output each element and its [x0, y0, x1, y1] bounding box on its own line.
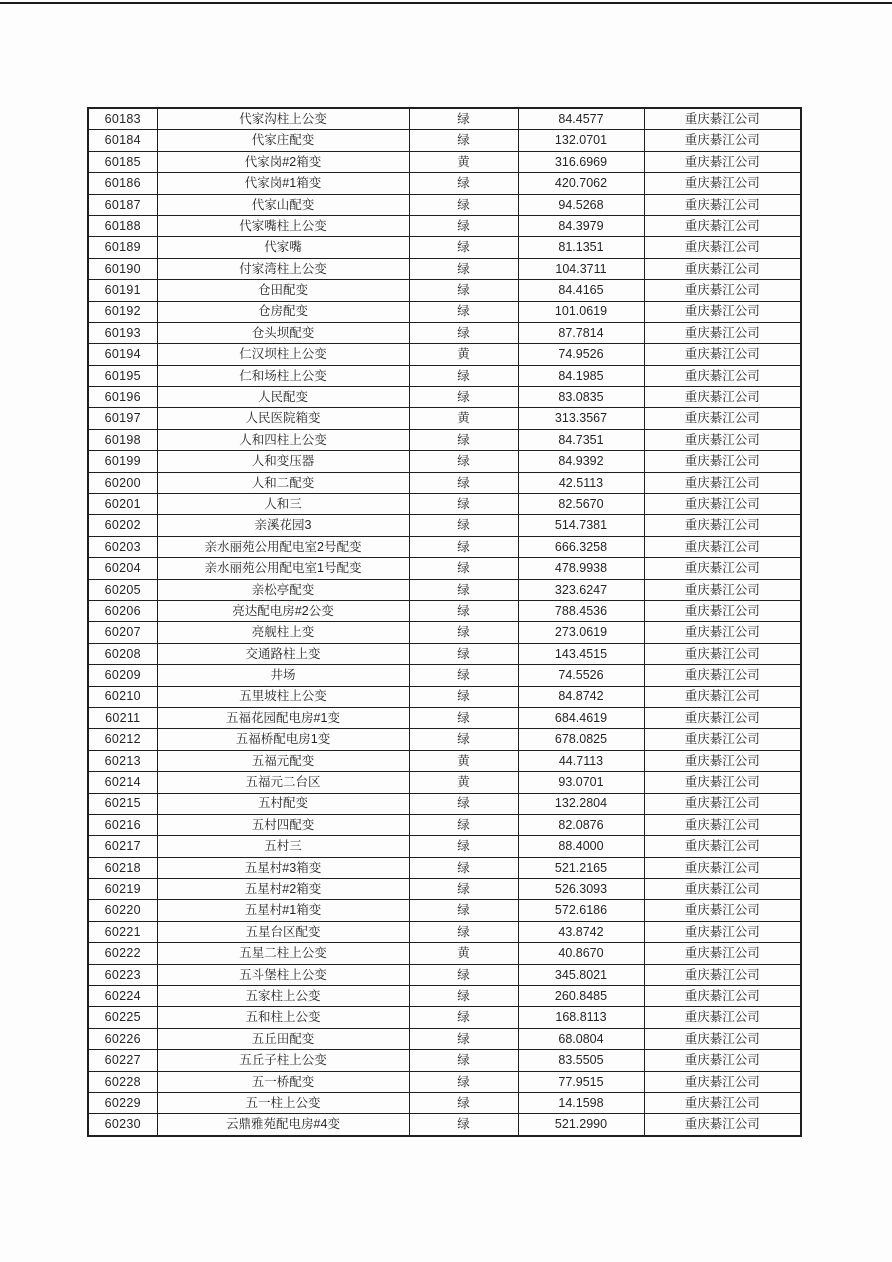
cell-station-name: 交通路柱上变: [157, 643, 409, 664]
cell-station-id: 60215: [88, 793, 157, 814]
cell-company: 重庆綦江公司: [644, 344, 801, 365]
cell-status: 绿: [409, 665, 518, 686]
cell-station-id: 60199: [88, 451, 157, 472]
cell-value: 42.5113: [518, 472, 644, 493]
table-row: [88, 943, 801, 964]
cell-station-name: 人民医院箱变: [157, 408, 409, 429]
cell-value: 93.0701: [518, 772, 644, 793]
cell-status: 绿: [409, 857, 518, 878]
cell-company: 重庆綦江公司: [644, 729, 801, 750]
cell-status: 绿: [409, 879, 518, 900]
cell-company: 重庆綦江公司: [644, 494, 801, 515]
cell-station-name: 代家嘴柱上公变: [157, 215, 409, 236]
table-row: [88, 921, 801, 942]
cell-value: 323.6247: [518, 579, 644, 600]
table-row: [88, 280, 801, 301]
cell-status: 绿: [409, 729, 518, 750]
cell-station-id: 60206: [88, 600, 157, 621]
cell-value: 94.5268: [518, 194, 644, 215]
cell-value: 526.3093: [518, 879, 644, 900]
cell-value: 84.1985: [518, 365, 644, 386]
cell-station-name: 五星村#1箱变: [157, 900, 409, 921]
cell-company: 重庆綦江公司: [644, 772, 801, 793]
cell-value: 82.0876: [518, 814, 644, 835]
cell-company: 重庆綦江公司: [644, 857, 801, 878]
cell-company: 重庆綦江公司: [644, 622, 801, 643]
cell-station-name: 亲松亭配变: [157, 579, 409, 600]
cell-status: 绿: [409, 1028, 518, 1049]
cell-value: 104.3711: [518, 258, 644, 279]
cell-value: 345.8021: [518, 964, 644, 985]
cell-value: 666.3258: [518, 536, 644, 557]
cell-station-name: 五福元配变: [157, 750, 409, 771]
cell-company: 重庆綦江公司: [644, 579, 801, 600]
cell-value: 132.0701: [518, 130, 644, 151]
cell-company: 重庆綦江公司: [644, 173, 801, 194]
table-row: [88, 579, 801, 600]
cell-station-name: 仓房配变: [157, 301, 409, 322]
cell-station-id: 60204: [88, 558, 157, 579]
cell-station-id: 60226: [88, 1028, 157, 1049]
cell-station-name: 人和四柱上公变: [157, 429, 409, 450]
cell-station-id: 60224: [88, 986, 157, 1007]
table-row: [88, 258, 801, 279]
cell-status: 黄: [409, 750, 518, 771]
cell-company: 重庆綦江公司: [644, 515, 801, 536]
cell-station-name: 仁汉坝柱上公变: [157, 344, 409, 365]
cell-company: 重庆綦江公司: [644, 879, 801, 900]
cell-station-name: 仁和场柱上公变: [157, 365, 409, 386]
table-row: [88, 622, 801, 643]
cell-value: 74.5526: [518, 665, 644, 686]
cell-company: 重庆綦江公司: [644, 1071, 801, 1092]
cell-station-name: 五里坡柱上公变: [157, 686, 409, 707]
cell-station-name: 亲水丽苑公用配电室1号配变: [157, 558, 409, 579]
cell-station-name: 五福花园配电房#1变: [157, 707, 409, 728]
cell-station-id: 60200: [88, 472, 157, 493]
cell-company: 重庆綦江公司: [644, 986, 801, 1007]
cell-station-name: 代家岗#2箱变: [157, 151, 409, 172]
cell-company: 重庆綦江公司: [644, 408, 801, 429]
cell-value: 313.3567: [518, 408, 644, 429]
cell-status: 绿: [409, 472, 518, 493]
cell-station-name: 井场: [157, 665, 409, 686]
cell-station-name: 五福元二台区: [157, 772, 409, 793]
table-row: [88, 1007, 801, 1028]
cell-company: 重庆綦江公司: [644, 750, 801, 771]
cell-station-id: 60221: [88, 921, 157, 942]
cell-station-id: 60184: [88, 130, 157, 151]
cell-station-id: 60222: [88, 943, 157, 964]
cell-status: 绿: [409, 579, 518, 600]
cell-status: 绿: [409, 322, 518, 343]
cell-company: 重庆綦江公司: [644, 900, 801, 921]
cell-status: 绿: [409, 558, 518, 579]
table-row: [88, 194, 801, 215]
cell-station-name: 仓头坝配变: [157, 322, 409, 343]
page-top-edge-line: [0, 2, 892, 4]
cell-status: 绿: [409, 686, 518, 707]
table-body: [88, 108, 801, 1136]
cell-status: 绿: [409, 814, 518, 835]
cell-company: 重庆綦江公司: [644, 151, 801, 172]
cell-station-name: 代家山配变: [157, 194, 409, 215]
cell-status: 绿: [409, 1007, 518, 1028]
cell-station-id: 60194: [88, 344, 157, 365]
cell-company: 重庆綦江公司: [644, 793, 801, 814]
cell-station-name: 人和变压器: [157, 451, 409, 472]
table-row: [88, 558, 801, 579]
cell-station-name: 五村四配变: [157, 814, 409, 835]
cell-company: 重庆綦江公司: [644, 1092, 801, 1113]
cell-station-name: 五村配变: [157, 793, 409, 814]
cell-station-name: 五星二柱上公变: [157, 943, 409, 964]
cell-company: 重庆綦江公司: [644, 558, 801, 579]
cell-status: 绿: [409, 986, 518, 1007]
cell-company: 重庆綦江公司: [644, 964, 801, 985]
cell-status: 绿: [409, 643, 518, 664]
table-row: [88, 451, 801, 472]
cell-status: 绿: [409, 215, 518, 236]
cell-value: 84.8742: [518, 686, 644, 707]
cell-value: 521.2990: [518, 1114, 644, 1136]
cell-station-id: 60201: [88, 494, 157, 515]
cell-company: 重庆綦江公司: [644, 1007, 801, 1028]
cell-company: 重庆綦江公司: [644, 943, 801, 964]
cell-company: 重庆綦江公司: [644, 686, 801, 707]
table-row: [88, 793, 801, 814]
cell-status: 绿: [409, 365, 518, 386]
cell-station-id: 60187: [88, 194, 157, 215]
cell-value: 684.4619: [518, 707, 644, 728]
cell-value: 678.0825: [518, 729, 644, 750]
cell-station-id: 60189: [88, 237, 157, 258]
cell-value: 260.8485: [518, 986, 644, 1007]
cell-station-id: 60229: [88, 1092, 157, 1113]
cell-value: 77.9515: [518, 1071, 644, 1092]
cell-company: 重庆綦江公司: [644, 536, 801, 557]
cell-status: 绿: [409, 387, 518, 408]
cell-station-id: 60186: [88, 173, 157, 194]
table-row: [88, 643, 801, 664]
cell-value: 316.6969: [518, 151, 644, 172]
cell-station-id: 60193: [88, 322, 157, 343]
cell-station-id: 60211: [88, 707, 157, 728]
cell-value: 83.5505: [518, 1050, 644, 1071]
table-row: [88, 237, 801, 258]
table-row: [88, 536, 801, 557]
cell-value: 81.1351: [518, 237, 644, 258]
cell-station-id: 60208: [88, 643, 157, 664]
cell-company: 重庆綦江公司: [644, 1050, 801, 1071]
cell-value: 44.7113: [518, 750, 644, 771]
cell-station-name: 付家湾柱上公变: [157, 258, 409, 279]
cell-company: 重庆綦江公司: [644, 665, 801, 686]
cell-company: 重庆綦江公司: [644, 301, 801, 322]
cell-station-name: 五家柱上公变: [157, 986, 409, 1007]
table-row: [88, 1114, 801, 1136]
cell-company: 重庆綦江公司: [644, 451, 801, 472]
cell-status: 绿: [409, 194, 518, 215]
cell-company: 重庆綦江公司: [644, 600, 801, 621]
table-row: [88, 1071, 801, 1092]
cell-company: 重庆綦江公司: [644, 194, 801, 215]
cell-status: 绿: [409, 258, 518, 279]
cell-value: 40.8670: [518, 943, 644, 964]
table-row: [88, 1028, 801, 1049]
cell-station-name: 五福桥配电房1变: [157, 729, 409, 750]
cell-station-id: 60216: [88, 814, 157, 835]
table-row: [88, 130, 801, 151]
cell-station-id: 60183: [88, 108, 157, 130]
cell-value: 168.8113: [518, 1007, 644, 1028]
cell-value: 14.1598: [518, 1092, 644, 1113]
cell-station-id: 60210: [88, 686, 157, 707]
cell-station-id: 60191: [88, 280, 157, 301]
table-row: [88, 986, 801, 1007]
table-row: [88, 879, 801, 900]
cell-station-id: 60218: [88, 857, 157, 878]
cell-status: 绿: [409, 622, 518, 643]
cell-status: 绿: [409, 429, 518, 450]
cell-status: 绿: [409, 921, 518, 942]
cell-station-id: 60220: [88, 900, 157, 921]
cell-status: 绿: [409, 173, 518, 194]
table-row: [88, 429, 801, 450]
cell-status: 绿: [409, 600, 518, 621]
cell-company: 重庆綦江公司: [644, 643, 801, 664]
cell-value: 84.3979: [518, 215, 644, 236]
cell-value: 74.9526: [518, 344, 644, 365]
cell-value: 43.8742: [518, 921, 644, 942]
cell-value: 83.0835: [518, 387, 644, 408]
cell-station-id: 60196: [88, 387, 157, 408]
cell-company: 重庆綦江公司: [644, 387, 801, 408]
cell-status: 黄: [409, 344, 518, 365]
cell-station-id: 60209: [88, 665, 157, 686]
cell-company: 重庆綦江公司: [644, 814, 801, 835]
table-row: [88, 108, 801, 130]
table-row: [88, 665, 801, 686]
table-row: [88, 964, 801, 985]
cell-company: 重庆綦江公司: [644, 322, 801, 343]
cell-company: 重庆綦江公司: [644, 707, 801, 728]
cell-value: 514.7381: [518, 515, 644, 536]
cell-station-name: 云鼎雅苑配电房#4变: [157, 1114, 409, 1136]
cell-station-name: 人和三: [157, 494, 409, 515]
cell-station-id: 60227: [88, 1050, 157, 1071]
transformer-station-table: [87, 107, 802, 1137]
cell-company: 重庆綦江公司: [644, 921, 801, 942]
cell-station-id: 60207: [88, 622, 157, 643]
table-row: [88, 729, 801, 750]
cell-station-id: 60217: [88, 836, 157, 857]
cell-station-name: 代家嘴: [157, 237, 409, 258]
cell-station-name: 五丘子柱上公变: [157, 1050, 409, 1071]
cell-status: 绿: [409, 494, 518, 515]
cell-status: 绿: [409, 108, 518, 130]
cell-station-name: 人民配变: [157, 387, 409, 408]
cell-station-id: 60205: [88, 579, 157, 600]
table-row: [88, 472, 801, 493]
cell-station-id: 60188: [88, 215, 157, 236]
table-row: [88, 322, 801, 343]
cell-value: 84.4165: [518, 280, 644, 301]
cell-status: 绿: [409, 1071, 518, 1092]
cell-company: 重庆綦江公司: [644, 472, 801, 493]
table-row: [88, 814, 801, 835]
table-row: [88, 494, 801, 515]
table-row: [88, 408, 801, 429]
table-row: [88, 344, 801, 365]
cell-station-id: 60202: [88, 515, 157, 536]
cell-station-id: 60225: [88, 1007, 157, 1028]
cell-status: 黄: [409, 943, 518, 964]
cell-value: 132.2804: [518, 793, 644, 814]
cell-station-name: 五一柱上公变: [157, 1092, 409, 1113]
table-row: [88, 600, 801, 621]
cell-status: 绿: [409, 280, 518, 301]
table-row: [88, 387, 801, 408]
table-row: [88, 857, 801, 878]
cell-station-id: 60212: [88, 729, 157, 750]
cell-value: 788.4536: [518, 600, 644, 621]
table-row: [88, 173, 801, 194]
cell-status: 绿: [409, 1114, 518, 1136]
cell-status: 黄: [409, 772, 518, 793]
cell-company: 重庆綦江公司: [644, 429, 801, 450]
cell-station-id: 60198: [88, 429, 157, 450]
table-row: [88, 836, 801, 857]
cell-company: 重庆綦江公司: [644, 108, 801, 130]
cell-status: 黄: [409, 408, 518, 429]
cell-status: 绿: [409, 793, 518, 814]
cell-station-name: 代家岗#1箱变: [157, 173, 409, 194]
cell-value: 521.2165: [518, 857, 644, 878]
cell-station-id: 60214: [88, 772, 157, 793]
table-row: [88, 365, 801, 386]
cell-station-name: 亮达配电房#2公变: [157, 600, 409, 621]
cell-station-id: 60223: [88, 964, 157, 985]
cell-status: 绿: [409, 964, 518, 985]
cell-company: 重庆綦江公司: [644, 1028, 801, 1049]
cell-station-id: 60195: [88, 365, 157, 386]
table-row: [88, 772, 801, 793]
cell-station-id: 60228: [88, 1071, 157, 1092]
cell-value: 82.5670: [518, 494, 644, 515]
cell-company: 重庆綦江公司: [644, 258, 801, 279]
table-row: [88, 151, 801, 172]
cell-station-id: 60203: [88, 536, 157, 557]
cell-station-name: 五村三: [157, 836, 409, 857]
cell-value: 478.9938: [518, 558, 644, 579]
cell-value: 420.7062: [518, 173, 644, 194]
table-row: [88, 515, 801, 536]
cell-station-name: 仓田配变: [157, 280, 409, 301]
cell-status: 绿: [409, 301, 518, 322]
cell-station-name: 五丘田配变: [157, 1028, 409, 1049]
cell-station-name: 五星村#3箱变: [157, 857, 409, 878]
cell-status: 绿: [409, 451, 518, 472]
cell-station-id: 60190: [88, 258, 157, 279]
cell-station-name: 五斗堡柱上公变: [157, 964, 409, 985]
cell-value: 84.9392: [518, 451, 644, 472]
cell-company: 重庆綦江公司: [644, 130, 801, 151]
cell-status: 绿: [409, 130, 518, 151]
cell-status: 绿: [409, 707, 518, 728]
cell-value: 143.4515: [518, 643, 644, 664]
cell-station-name: 五星村#2箱变: [157, 879, 409, 900]
cell-value: 101.0619: [518, 301, 644, 322]
cell-status: 绿: [409, 237, 518, 258]
cell-value: 84.7351: [518, 429, 644, 450]
cell-station-name: 亲溪花园3: [157, 515, 409, 536]
cell-status: 绿: [409, 836, 518, 857]
cell-station-name: 五和柱上公变: [157, 1007, 409, 1028]
cell-value: 87.7814: [518, 322, 644, 343]
cell-status: 绿: [409, 1092, 518, 1113]
table-row: [88, 1092, 801, 1113]
cell-station-name: 亲水丽苑公用配电室2号配变: [157, 536, 409, 557]
table-row: [88, 707, 801, 728]
cell-station-id: 60192: [88, 301, 157, 322]
table-row: [88, 215, 801, 236]
cell-company: 重庆綦江公司: [644, 836, 801, 857]
cell-status: 绿: [409, 900, 518, 921]
cell-station-name: 五星台区配变: [157, 921, 409, 942]
cell-station-name: 代家沟柱上公变: [157, 108, 409, 130]
cell-station-id: 60219: [88, 879, 157, 900]
table-row: [88, 301, 801, 322]
cell-company: 重庆綦江公司: [644, 237, 801, 258]
table-row: [88, 900, 801, 921]
table-row: [88, 750, 801, 771]
cell-value: 273.0619: [518, 622, 644, 643]
cell-station-name: 人和二配变: [157, 472, 409, 493]
cell-company: 重庆綦江公司: [644, 1114, 801, 1136]
cell-status: 绿: [409, 536, 518, 557]
table-row: [88, 686, 801, 707]
cell-station-name: 亮舰柱上变: [157, 622, 409, 643]
cell-company: 重庆綦江公司: [644, 215, 801, 236]
cell-station-id: 60185: [88, 151, 157, 172]
cell-station-id: 60213: [88, 750, 157, 771]
cell-company: 重庆綦江公司: [644, 365, 801, 386]
cell-value: 572.6186: [518, 900, 644, 921]
cell-station-name: 五一桥配变: [157, 1071, 409, 1092]
cell-company: 重庆綦江公司: [644, 280, 801, 301]
cell-station-id: 60197: [88, 408, 157, 429]
cell-status: 黄: [409, 151, 518, 172]
table-row: [88, 1050, 801, 1071]
cell-status: 绿: [409, 1050, 518, 1071]
cell-value: 84.4577: [518, 108, 644, 130]
cell-status: 绿: [409, 515, 518, 536]
cell-value: 88.4000: [518, 836, 644, 857]
cell-station-id: 60230: [88, 1114, 157, 1136]
cell-value: 68.0804: [518, 1028, 644, 1049]
cell-station-name: 代家庄配变: [157, 130, 409, 151]
